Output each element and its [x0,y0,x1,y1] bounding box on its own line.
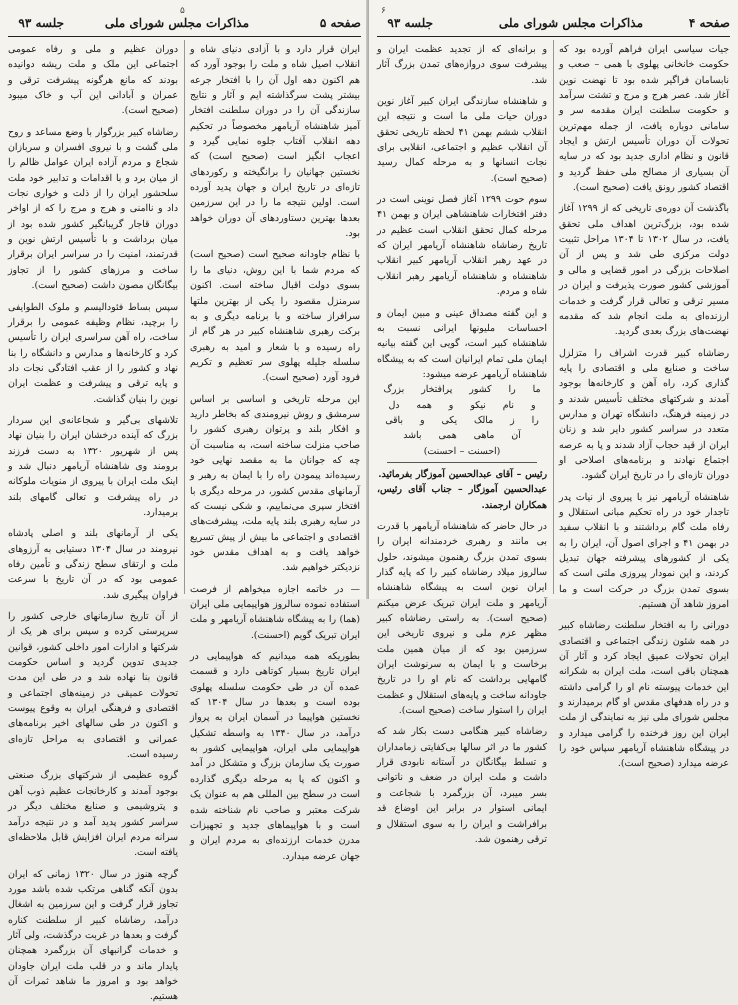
paragraph: — در خاتمه اجازه میخواهم از فرصت استفاده نموده سالروز هواپیمایی ملی ایران (هما) را به پیشگاه شاهنشاه آریامهر و ملت ایران تبریک گویم (احسنت). [190,583,360,641]
paragraph: باگذشت آن دوره‌ی تاریخی که از ۱۲۹۹ آغاز شده بود، بزرگ‌ترین اهداف ملی تحقق یافت، در سال ۱۳۰۲ تا ۱۳۰۴ مراحل تثبیت دولت مرکزی طی شد و پس از آن اصلاحات بزرگی در امور قضایی و مالی و آموزشی کشور صورت پذیرفت و ایران در مسیر ترقی و تعالی قرار گرفت و خدمات ارزنده‌ای به ملت انجام شد که مقدمه نهضت‌های بزرگ بعدی گردید. [559,203,729,338]
right-page-header [369,16,738,34]
section-divider [387,462,537,463]
paragraph: سوم حوت ۱۲۹۹ آغاز فصل نوینی است در دفتر افتخارات شاهنشاهی ایران و بهمن ۴۱ مرحله کمال تحقق انقلاب است عظیم در تاریخ رضاشاه شاهنشاه آریامهر ایران که در عهد رهبر انقلاب آریامهر کبیر انقلاب شاهنشاه و شاهنشاه آریامهر رهبر انقلاب شاه و مردم. [377,194,547,298]
right-page-column-2 [377,42,547,845]
left-page [0,0,369,1003]
paragraph: دوران عظیم و ملی و رفاه عمومی اجتماعی این ملک و ملت ریشه دوانیده بودند که مانع هرگونه پیشرفت ترقی و عمران و آبادانی این آب و خاک میبود (صحیح است). [8,44,178,117]
left-column-divider [184,40,185,594]
paragraph: و این گفته مصداق عینی و مبین ایمان و احساسات ملیونها ایرانی نسبت به شاهنشاه کبیر است، گویی این گفته بیانیه ایمان ملی تمام ایرانیان است که به پیشگاه شاهنشاه آریامهر عرضه میشود: [377,307,547,380]
left-page-column-1 [190,42,360,862]
paragraph: و شاهنشاه سازندگی ایران کبیر آغاز نوین دوران حیات ملی ما است و نتیجه این انقلاب ششم بهمن ۴۱ لحظه تاریخی تحقق آن انقلاب عظیم و اجتماعی، انقلابی برای نجات انسانها و به مرحله کمال رسید (صحیح است). [377,96,547,184]
right-page-top-number: ۶ [381,6,386,16]
paragraph: و برانه‌ای که از تجدید عظمت ایران و پیشرفت سوی دروازه‌های تمدن بزرگ آثار شد. [377,44,547,86]
poem-verse: ما را کشور پرافتخار بزرگ و نام نیکو و همه دل را ز مالک یکی و باقی آن ماهی همی باشد [383,384,541,442]
paragraph: رضاشاه کبیر بزرگوار با وضع مساعد و روح ملی گشت و با نیروی افسران و سربازان شجاع و مردم آزاده ایران عوامل ظالم را از میان برد و با اقدامات و تدابیر خود ملت سلحشور ایران را از ذلت و خواری نجات داد و ناامنی و هرج و مرج را که از اواخر دوران قاجار گریبانگیر کشور شده بود از میان برداشت و با تأسیس ارتش نوین و قدرتمند، امنیت را در سراسر ایران برقرار ساخت و مرزهای کشور را از تجاوز بیگانگان مصون داشت (صحیح است). [8,126,178,292]
right-header-page-label: صفحه ۴ [688,16,730,30]
left-page-header [0,16,369,34]
applause-note: (احسنت – احسنت) [423,445,501,457]
speaker-name: عبدالحسین آموزگار – جناب آقای رئیس، همکاران ارجمند. [377,484,547,511]
paragraph: دورانی را به افتخار سلطنت رضاشاه کبیر در همه شئون زندگی اجتماعی و اقتصادی ایران تحولات عمیق ایجاد کرد و آثار آن همچنان باقی است، ملت ایران به شکرانه این خدمات پیوسته نام او را گرامی داشته و در راه هدفهای مقدس او گام برمیدارند و مجلس شورای ملی نیز به نمایندگی از ملت ایران این روز فرخنده را گرامی میدارد و در پیشگاه شاهنشاه آریامهر سپاس خود را عرضه میدارد (صحیح است). [559,620,729,770]
right-page [369,0,738,845]
left-header-session: جلسه ۹۳ [18,16,64,30]
right-page-column-1 [559,42,729,770]
left-page-top-number: ۵ [180,6,185,16]
paragraph: این مرحله تاریخی و اساسی بر اساس سرمشق و روش نیرومندی که بخاطر دارید و افکار بلند و پرتوان رهبری کشور را صاحب منزلت ساخته است، به مناسبت آن چه که جوانان ما به مقصد نهایی خود رسیده‌اند پیمودن راه را با ایمان به رهبر و آرمانهای مقدس کشور، در مرحله دیگری با افتخار سپری می‌نماییم، و شکی نیست که در سایه رهبری بلند پایه ملت، پیشرفت‌های اقتصادی و اجتماعی ما بیش از پیش تسریع خواهد یافت و به اهداف مقدس خود نزدیکتر خواهیم شد. [190,393,360,574]
paragraph: سپس بساط فئودالیسم و ملوک الطوایفی را برچید، نظام وظیفه عمومی را برقرار ساخت، راه آهن سراسری ایران را تأسیس کرد و کارخانه‌ها و مدارس و دانشگاه را بنا نهاد و کشور را از عقب افتادگی نجات داد و پایه ترقی و پیشرفت و عظمت ایران نوین را بنیان گذاشت. [8,301,178,405]
paragraph: بطوریکه همه میدانیم که هواپیمایی در ایران تاریخ بسیار کوتاهی دارد و قسمت عمده آن در طی حکومت سلسله پهلوی بوده است و بعدها در سال ۱۳۰۴ که نخستین هواپیما در آسمان ایران به پرواز درآمد، در سال ۱۳۴۰ به واسطه تشکیل هواپیمایی ملی ایران، هواپیمایی کشور به صورت یک سازمان بزرگ و متشکل در آمد و اکنون که پا به مرحله دیگری گذارده است در سطح بین المللی هم به عنوان یک شرکت معتبر و صاحب نام شناخته شده است و با هواپیماهای جدید و تجهیزات مدرن خدمات ارزنده‌ای به مردم ایران و جهان عرضه میدارد. [190,651,360,862]
paragraph: در حال حاضر که شاهنشاه آریامهر با قدرت بی مانند و رهبری خردمندانه ایران را بسوی تمدن بزرگ رهنمون میشوند، حلول سالروز میلاد رضاشاه کبیر را که پایه گذار ایران نوین است به پیشگاه شاهنشاه آریامهر و ملت ایران تبریک عرض میکنم (صحیح است). به راستی رضاشاه کبیر مظهر عزم ملی و نیروی تاریخی این سرزمین بود که از میان همین ملت برخاست و با ایمان به سرنوشت ایران گامهایی برداشت که نام او را در تاریخ جاودانه ساخت و پایه‌های استقلال و عظمت ایران را استوار ساخت (صحیح است). [377,520,547,717]
paragraph: گروه عظیمی از شرکتهای بزرگ صنعتی بوجود آمدند و کارخانجات عظیم ذوب آهن و پتروشیمی و صنایع مختلف دیگر در سراسر کشور پدید آمد و در نتیجه درآمد سرانه مردم ایران افزایش قابل ملاحظه‌ای یافته است. [8,770,178,859]
paragraph: رضاشاه کبیر قدرت اشراف را متزلزل ساخت و صنایع ملی و اقتصادی را پایه گذاری کرد، راه آهن و کارخانه‌ها بوجود آمدند و شرکتهای مختلف تأسیس شدند و در زمینه فرهنگ، دانشگاه تهران و مدارس متعدد در سراسر کشور دایر شد و زنان ایران از قید حجاب آزاد شدند و پا به عرصه اجتماع نهادند و برنامه‌های اصلاحی او دوران تازه‌ای را در تاریخ ایران گشود. [559,347,729,482]
left-page-column-2 [8,42,179,1003]
right-header-session: جلسه ۹۳ [387,16,433,30]
paragraph: با نظام جاودانه صحیح است (صحیح است) که مردم شما با این روش، دنیای ما را بسوی دولت اقبال ساخته است. اکنون سرمنزل مقصود را یکی از بهترین ملتها سرافراز ساخته و با برنامه دیگری و به برکت رهبری شاهنشاه کبیر در هر گام از راه رسیده و با شعار و امید به رهبری سلسله جلیله پهلوی سر تعظیم و تکریم فرود آورد (صحیح است). [190,249,360,384]
paragraph: جیات سیاسی ایران فراهم آورده بود که حکومت خانخانی پهلوی با همی – صعب و نابسامان فراگیر شده بود تا نهضت نوین آغاز شد. عصر هرج و مرج و تشتت سرآمد و حکومت سلطنت ایران مقدمه سر و سامانی دوباره یافت، از جمله مهم‌ترین تحولات آن دوران تأسیس ارتش و ایجاد قانون و نظام اداری جدید بود که در سایه آن بسیاری از مصالح ملی حفظ گردید و اقتصاد کشور رونق یافت (صحیح است). [559,44,729,194]
left-header-rule [8,36,361,37]
paragraph: شاهنشاه آریامهر نیز با پیروی از نیات پدر تاجدار خود در راه تحکیم مبانی استقلال و رفاه ملت گام برداشتند و با انقلاب سفید در بهمن ۴۱ و اجرای اصول آن، ایران را به یکی از کشورهای پیشرفته جهان تبدیل کردند، و این نمودار پیروزی ملتی است که بسوی تمدن بزرگ در حرکت است و ما امروز شاهد آن هستیم. [559,491,729,611]
paragraph: رضاشاه کبیر هنگامی دست بکار شد که کشور ما در اثر سالها بی‌کفایتی زمامداران و تسلط بیگانگان در آستانه نابودی قرار داشت و ملت ایران در ضعف و ناتوانی بسر میبرد، آن بزرگمرد با شجاعت و ایمانی استوار در برابر این اوضاع قد برافراشت و ایران را به سوی استقلال و ترقی رهنمون شد. [377,726,547,845]
paragraph: تلاشهای بی‌گیر و شجاعانه‌ی این سردار بزرگ که آینده درخشان ایران را بنیان نهاد پس از شهریور ۱۳۲۰ به دست فرزند برومند وی شاهنشاه آریامهر دنبال شد و اینک ملت ایران با پیروی از منویات ملوکانه در راه پیشرفت و تعالی گامهای بلند برمیدارد. [8,414,178,518]
right-column-divider [553,40,554,594]
right-header-title: مذاکرات مجلس شورای ملی [498,16,643,30]
paragraph: گرچه هنوز در سال ۱۳۲۰ زمانی که ایران بدون آنکه گناهی مرتکب شده باشد مورد تجاوز قرار گرفت و این سرزمین به اشغال درآمد، رضاشاه کبیر از سلطنت کناره گرفت و بعدها در غربت درگذشت، ولی آثار و خدمات گرانبهای آن بزرگمرد همچنان پایدار ماند و در قلب ملت ایران جاودان خواهد بود و امروز ما شاهد ثمرات آن هستیم. [8,868,178,1003]
speaker-announcement: رئیس – آقای عبدالحسین آموزگار بفرمائید. [378,468,547,480]
left-header-title: مذاکرات مجلس شورای ملی [104,16,249,30]
right-header-rule [377,36,730,37]
paragraph: ایران قرار دارد و با آزادی دنیای شاه و انقلاب اصیل شاه و ملت را بوجود آورد که هم اکنون دهه اول آن را با افتخار جرعه بیشتر پشت سرگذاشته ایم و آثار و نتایج سازندگی آن را در دوران سلطنت افتخار آمیز شاهنشاه آریامهر مخصوصاً در تحکیم دهه انقلاب آفتاب جلوه نمایی گیرد و اعجاب انگیز است (صحیح است) که نخستین جهانیان را برانگیخته و رکوردهای تازه‌ای در تاریخ ایران و جهان پدید آورده است. اولین نتیجه ما را در این سرزمین بعدها بهترین دستاوردهای آن دوران خواهد بود. [190,44,360,240]
left-header-page-label: صفحه ۵ [319,16,361,30]
paragraph: یکی از آرمانهای بلند و اصلی پادشاه نیرومند در سال ۱۳۰۴ دستیابی به آرزوهای ملت و ارتقای سطح زندگی و تأمین رفاه عمومی بود که در آن تاریخ با سرعت فراوان پیگیری شد. [8,528,179,601]
paragraph: از آن تاریخ سازمانهای خارجی کشور را سرپرستی کرده و سپس برای هر یک از شرکتها و ادارات امور داخلی کشور، قوانین جدیدی تدوین گردید و اساس حکومت قانون بنا نهاده شد و در طی این مدت تحولات عمیقی در زمینه‌های اجتماعی و اقتصادی و فرهنگی ایران به وقوع پیوست و اکنون در طی سالهای اخیر برنامه‌های عمرانی و اقتصادی به مراحل تازه‌ای رسیده است. [8,611,178,761]
